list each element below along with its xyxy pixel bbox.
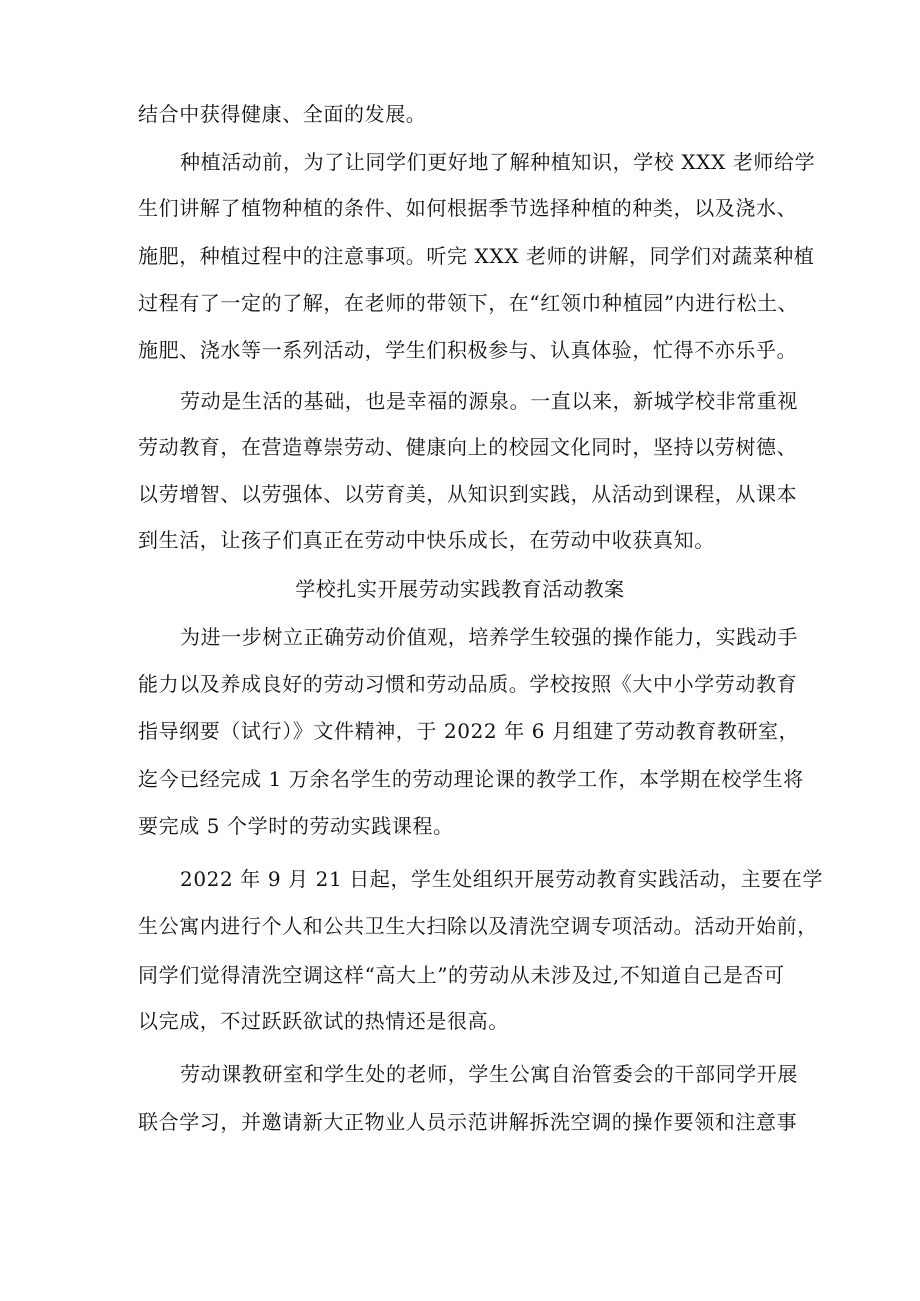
paragraph-line: 同学们觉得清洗空调这样“高大上”的劳动从未涉及过,不知道自己是否可 — [138, 963, 785, 987]
paragraph-line: 能力以及养成良好的劳动习惯和劳动品质。学校按照《大中小学劳动教育 — [138, 672, 798, 696]
paragraph-line: 生们讲解了植物种植的条件、如何根据季节选择种植的种类，以及浇水、 — [138, 196, 798, 220]
paragraph-line: 2022 年 9 月 21 日起，学生处组织开展劳动教育实践活动，主要在学 — [180, 867, 824, 891]
section-title: 学校扎实开展劳动实践教育活动教案 — [295, 577, 625, 601]
paragraph-line: 迄今已经完成 1 万余名学生的劳动理论课的教学工作，本学期在校学生将 — [138, 767, 804, 791]
paragraph-line: 以劳增智、以劳强体、以劳育美，从知识到实践，从活动到课程，从课本 — [138, 482, 798, 506]
paragraph-line: 结合中获得健康、全面的发展。 — [138, 102, 427, 126]
paragraph-line: 施肥，种植过程中的注意事项。听完 XXX 老师的讲解，同学们对蔬菜种植 — [138, 244, 815, 268]
paragraph-line: 种植活动前，为了让同学们更好地了解种植知识，学校 XXX 老师给学 — [180, 150, 816, 174]
paragraph-line: 到生活，让孩子们真正在劳动中快乐成长，在劳动中收获真知。 — [138, 528, 715, 552]
paragraph-line: 联合学习，并邀请新大正物业人员示范讲解拆洗空调的操作要领和注意事 — [138, 1110, 798, 1134]
paragraph-line: 施肥、浇水等一系列活动，学生们积极参与、认真体验，忙得不亦乐乎。 — [138, 338, 798, 362]
paragraph-line: 劳动是生活的基础，也是幸福的源泉。一直以来，新城学校非常重视 — [180, 389, 798, 413]
paragraph-line: 要完成 5 个学时的劳动实践课程。 — [138, 814, 454, 838]
paragraph-line: 劳动教育，在营造尊崇劳动、健康向上的校园文化同时，坚持以劳树德、 — [138, 435, 798, 459]
paragraph-line: 生公寓内进行个人和公共卫生大扫除以及清洗空调专项活动。活动开始前， — [138, 914, 818, 938]
paragraph-line: 以完成，不过跃跃欲试的热情还是很高。 — [138, 1009, 509, 1033]
paragraph-line: 过程有了一定的了解，在老师的带领下，在“红领巾种植园”内进行松土、 — [138, 291, 799, 315]
paragraph-line: 为进一步树立正确劳动价值观，培养学生较强的操作能力，实践动手 — [180, 625, 798, 649]
paragraph-line: 指导纲要（试行）》文件精神，于 2022 年 6 月组建了劳动教育教研室， — [138, 719, 800, 743]
paragraph-line: 劳动课教研室和学生处的老师，学生公寓自治管委会的干部同学开展 — [180, 1062, 798, 1086]
